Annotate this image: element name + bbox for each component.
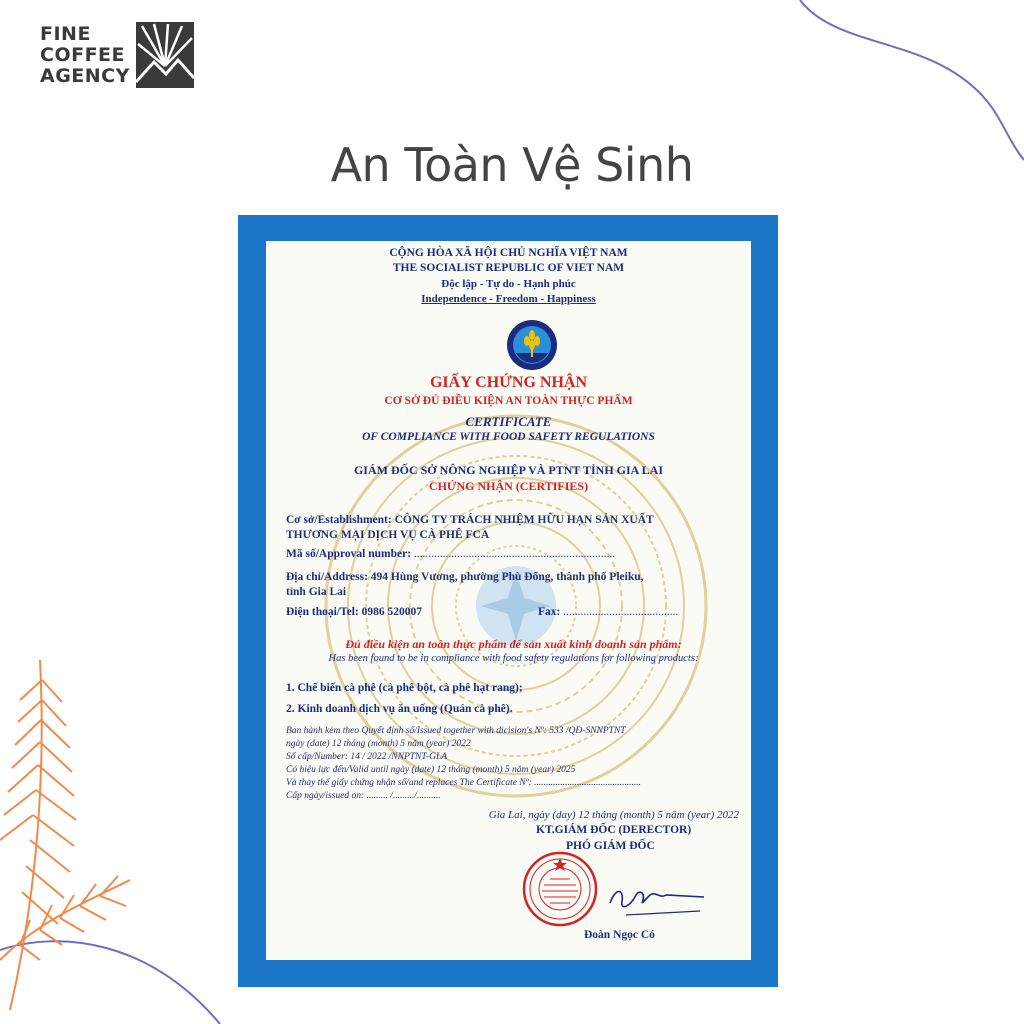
motto-en: Independence - Freedom - Happiness (421, 293, 596, 305)
compliance-statement-vn: Đủ điều kiện an toàn thực phẩm để sản xuất kinh doanh sản phẩm: (345, 637, 682, 651)
issued-on: Cấp ngày/issued on: ......... /........./.......... (286, 791, 441, 801)
phone-label: Điện thoại/Tel: (286, 606, 359, 618)
certificate-title-en: CERTIFICATE (465, 414, 552, 429)
establishment-label: Cơ sở/Establishment: (286, 514, 392, 526)
palm-leaves-decoration (0, 660, 130, 1010)
address-row-2 (286, 585, 733, 600)
signing-date: Gia Lai, ngày (day) 12 tháng (month) 5 năm (year) 2022 (488, 809, 739, 821)
signatory-title: KT.GIÁM ĐỐC (DERECTOR) (536, 824, 692, 836)
product-item-1: 1. Chế biến cà phê (cà phê bột, cà phê hạt rang); (286, 682, 523, 694)
issued-with-decision: Ban hành kèm theo Quyết định số/Issued together with dicision's Nº: 533 /QĐ-SNNPTNT (286, 726, 626, 736)
approval-label: Mã số/Approval number: (286, 548, 412, 560)
motto-vn: Độc lập - Tự do - Hạnh phúc (441, 278, 576, 290)
certificate-number: Số cấp/Number: 14 / 2022 /NNPTNT-GLA (286, 752, 448, 762)
brand-logo (40, 22, 194, 88)
certificate-subtitle-vn: CƠ SỞ ĐỦ ĐIỀU KIỆN AN TOÀN THỰC PHẨM (384, 395, 633, 407)
decision-date: ngày (date) 12 tháng (month) 5 năm (year) 2022 (286, 739, 471, 749)
valid-until: Có hiệu lực đến/Valid until ngày (date) 12 tháng (month) 5 năm (year) 2025 (286, 765, 576, 775)
certifies-heading: CHỨNG NHẬN (CERTIFIES) (428, 479, 589, 493)
address-value: 494 Hùng Vương, phường Phù Đổng, thành phố Pleiku, (370, 571, 644, 583)
sunburst-mountain-icon (136, 22, 194, 88)
fax-group (538, 605, 678, 620)
issuing-director: GIÁM ĐỐC SỞ NÔNG NGHIỆP VÀ PTNT TỈNH GIA LAI (353, 463, 664, 477)
food-safety-certificate (238, 215, 778, 987)
approval-blank: ...................................................................... (413, 548, 616, 560)
signer-name: Đoàn Ngọc Có (584, 929, 655, 941)
product-item-2: 2. Kinh doanh dịch vụ ăn uống (Quán cà phê). (286, 703, 513, 715)
establishment-row-2 (286, 528, 733, 543)
address-value-2: tỉnh Gia Lai (286, 586, 347, 598)
national-name-en: THE SOCIALIST REPUBLIC OF VIET NAM (392, 262, 625, 274)
certificate-title-vn: GIẤY CHỨNG NHẬN (429, 374, 588, 391)
national-name-vn: CỘNG HÒA XÃ HỘI CHỦ NGHĨA VIỆT NAM (389, 247, 628, 259)
establishment-value: CÔNG TY TRÁCH NHIỆM HỮU HẠN SẢN XUẤT (394, 514, 654, 526)
phone-row (286, 605, 733, 620)
brand-line-3: AGENCY (40, 64, 130, 87)
ministry-emblem-icon (506, 319, 558, 371)
fax-label: Fax: (538, 606, 561, 618)
certificate-subtitle-en: OF COMPLIANCE WITH FOOD SAFETY REGULATIONS (362, 431, 655, 443)
establishment-value-2: THƯƠNG MẠI DỊCH VỤ CÀ PHÊ FCA (286, 529, 490, 541)
address-label: Địa chỉ/Address: (286, 571, 368, 583)
certificate-paper (264, 239, 753, 962)
brand-name (40, 24, 130, 87)
phone-value: 0986 520007 (361, 606, 422, 618)
signatory-subtitle: PHÓ GIÁM ĐỐC (566, 840, 655, 852)
fax-blank: ........................................ (563, 606, 679, 618)
address-row (286, 570, 733, 585)
brand-line-1: FINE (40, 22, 91, 45)
establishment-row (286, 513, 733, 528)
brand-line-2: COFFEE (40, 43, 126, 66)
red-official-seal (522, 851, 598, 927)
compliance-statement-en: Has been found to be in compliance with food safety regulations for following products: (328, 653, 699, 664)
handwritten-signature (606, 881, 706, 921)
replaces-certificate: Và thay thế giấy chứng nhận số/and replaces The Certificate Nº: ............................................. (286, 778, 642, 788)
page-title: An Toàn Vệ Sinh (330, 138, 694, 192)
approval-row (286, 547, 733, 562)
